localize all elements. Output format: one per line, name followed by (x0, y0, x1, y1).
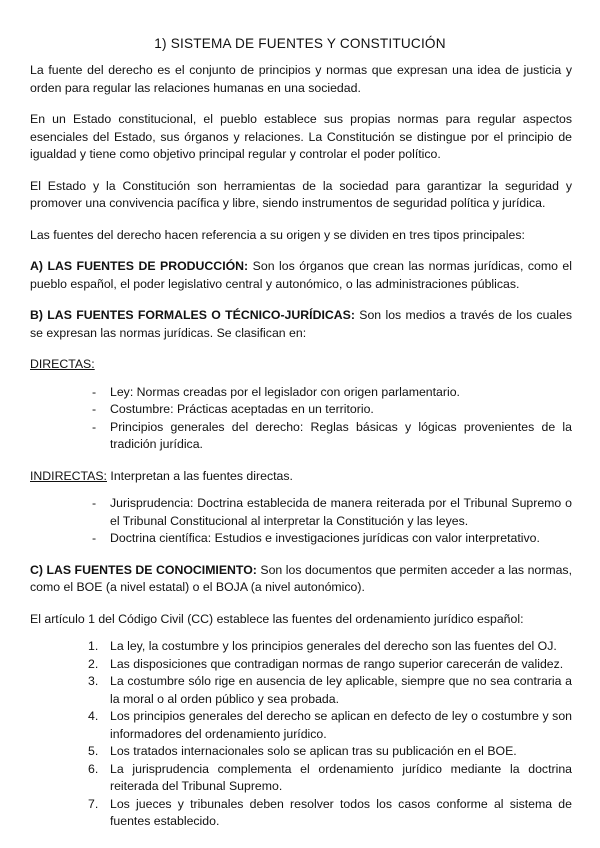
list-number: 4. (88, 709, 99, 723)
section-c-text: Son los documentos que permiten acceder a las normas, como el BOE (a nivel estatal) o el BOJA (a nivel autonómico). (30, 562, 572, 594)
directas-list (30, 384, 572, 454)
list-item-text: Las disposiciones que contradigan normas de rango superior carecerán de validez. (110, 656, 564, 671)
list-number: 1. (88, 639, 99, 653)
list-item: - Doctrina científica: Estudios e investigaciones jurídicas con valor interpretativo. (98, 530, 572, 548)
section-b-heading: B) LAS FUENTES FORMALES O TÉCNICO-JURÍDICAS: (30, 308, 355, 322)
paragraph-codigo-civil: El artículo 1 del Código Civil (CC) establece las fuentes del ordenamiento jurídico español: (30, 611, 524, 626)
list-item (88, 796, 572, 831)
indirectas-line (30, 468, 572, 486)
directas-label: DIRECTAS: (30, 357, 95, 371)
page-title: 1) SISTEMA DE FUENTES Y CONSTITUCIÓN (154, 36, 446, 51)
list-item-text: La ley, la costumbre y los principios generales del derecho son las fuentes del OJ. (110, 639, 557, 653)
list-item-text: La costumbre sólo rige en ausencia de ley aplicable, siempre que no sea contraria a la moral o al orden público y sea probada. (110, 674, 572, 706)
list-number: 3. (88, 674, 99, 688)
section-a-heading: A) LAS FUENTES DE PRODUCCIÓN: (30, 259, 249, 273)
list-item-text: Los principios generales del derecho se aplican en defecto de ley o costumbre y son informadores del ordenamiento jurídico. (110, 709, 572, 741)
list-number: 7. (88, 796, 99, 811)
list-item (88, 743, 572, 761)
indirectas-list (30, 495, 572, 548)
list-item-text: Los jueces y tribunales deben resolver todos los casos conforme al sistema de fuentes establecido. (110, 796, 572, 828)
list-item: - Ley: Normas creadas por el legislador con origen parlamentario. (98, 384, 572, 402)
list-number: 5. (88, 744, 99, 758)
paragraph-definition: La fuente del derecho es el conjunto de principios y normas que expresan una idea de justicia y orden para regular las relaciones humanas en una sociedad. (30, 63, 572, 95)
section-a (30, 258, 572, 293)
indirectas-label: INDIRECTAS: (30, 468, 107, 483)
list-item-text: Los tratados internacionales solo se aplican tras su publicación en el BOE. (110, 744, 517, 758)
paragraph-estado-constitucion: El Estado y la Constitución son herramientas de la sociedad para garantizar la seguridad y promover una convivencia pacífica y libre, siendo instrumentos de seguridad política y jurídica. (30, 178, 572, 210)
list-item (88, 673, 572, 708)
directas-label-line (30, 356, 572, 374)
section-b (30, 307, 572, 342)
indirectas-text: Interpretan a las fuentes directas. (106, 468, 293, 483)
section-c-heading: C) LAS FUENTES DE CONOCIMIENTO: (30, 562, 257, 577)
list-item (88, 638, 572, 656)
section-c (30, 562, 572, 597)
paragraph-estado-constitucional: En un Estado constitucional, el pueblo establece sus propias normas para regular aspectos esenciales del Estado, sus órganos y relaciones. La Constitución se distingue por el principio de igualdad y tiene como objetivo principal regular y controlar el poder político. (30, 112, 572, 161)
paragraph-tipos-fuentes: Las fuentes del derecho hacen referencia a su origen y se dividen en tres tipos principales: (30, 227, 525, 242)
list-item: - Jurisprudencia: Doctrina establecida de manera reiterada por el Tribunal Supremo o el Tribunal Constitucional al interpretar la Constitución y las leyes. (98, 495, 572, 530)
list-item (88, 708, 572, 743)
list-number: 2. (88, 656, 99, 671)
document-body (30, 62, 572, 831)
list-item: - Costumbre: Prácticas aceptadas en un territorio. (98, 401, 572, 419)
list-item (88, 656, 572, 674)
list-number: 6. (88, 761, 99, 776)
codigo-civil-list (30, 638, 572, 831)
list-item: - Principios generales del derecho: Reglas básicas y lógicas provenientes de la tradición jurídica. (98, 419, 572, 454)
section-b-text: Son los medios a través de los cuales se expresan las normas jurídicas. Se clasifican en: (30, 308, 573, 340)
list-item-text: La jurisprudencia complementa el ordenamiento jurídico mediante la doctrina reiterada del Tribunal Supremo. (110, 761, 572, 793)
list-item (88, 761, 572, 796)
section-a-text: Son los órganos que crean las normas jurídicas, como el pueblo español, el poder legislativo central y autonómico, o las administraciones públicas. (30, 259, 572, 291)
